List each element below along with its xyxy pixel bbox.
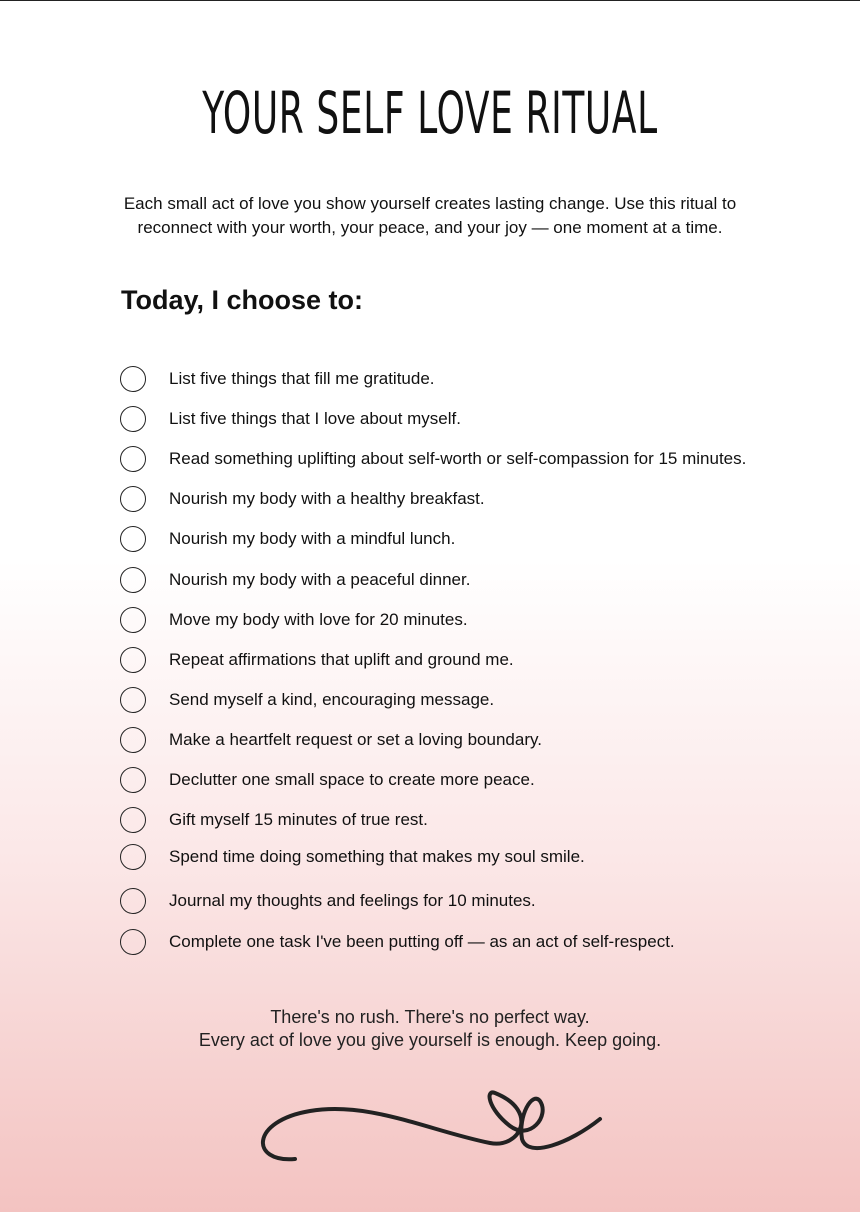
checkbox-circle[interactable] [120, 767, 146, 793]
checkbox-circle[interactable] [120, 687, 146, 713]
checklist-item-label: Spend time doing something that makes my soul smile. [169, 847, 585, 866]
checkbox-circle[interactable] [120, 446, 146, 472]
checklist-item[interactable] [120, 886, 536, 916]
checklist-item[interactable] [120, 842, 585, 872]
checklist-item-label: Nourish my body with a mindful lunch. [169, 529, 456, 548]
checkbox-circle[interactable] [120, 844, 146, 870]
checklist-item[interactable] [120, 484, 485, 514]
checklist-item[interactable] [120, 444, 746, 474]
intro-line-1: Each small act of love you show yourself creates lasting change. Use this ritual to [123, 194, 737, 213]
checklist-item[interactable] [120, 524, 455, 554]
checklist-item-label: List five things that fill me gratitude. [169, 369, 435, 388]
checkbox-circle[interactable] [120, 607, 146, 633]
checkbox-circle[interactable] [120, 807, 146, 833]
checklist-item-label: Make a heartfelt request or set a loving boundary. [169, 730, 542, 749]
checkbox-circle[interactable] [120, 366, 146, 392]
intro-text [90, 192, 770, 240]
checkbox-circle[interactable] [120, 647, 146, 673]
checklist-item[interactable] [120, 364, 435, 394]
checklist-item[interactable] [120, 805, 428, 835]
checkbox-circle[interactable] [120, 567, 146, 593]
checklist-item-label: Read something uplifting about self-worth or self-compassion for 15 minutes. [169, 449, 747, 468]
checklist-item[interactable] [120, 725, 542, 755]
checklist-item[interactable] [120, 685, 494, 715]
checkbox-circle[interactable] [120, 486, 146, 512]
checklist-item-label: Declutter one small space to create more peace. [169, 770, 535, 789]
checklist-item[interactable] [120, 645, 514, 675]
page-title: YOUR SELF LOVE RITUAL [202, 79, 658, 147]
checklist-item-label: Nourish my body with a healthy breakfast. [169, 489, 485, 508]
checklist-item[interactable] [120, 765, 535, 795]
heart-flourish-icon [250, 1081, 610, 1171]
checkbox-circle[interactable] [120, 888, 146, 914]
checklist-item[interactable] [120, 605, 468, 635]
checkbox-circle[interactable] [120, 929, 146, 955]
checklist-item-label: Nourish my body with a peaceful dinner. [169, 570, 471, 589]
checklist-item-label: Journal my thoughts and feelings for 10 minutes. [169, 891, 536, 910]
checklist-item-label: Complete one task I've been putting off — as an act of self-respect. [169, 932, 675, 951]
checklist-item-label: Repeat affirmations that uplift and ground me. [169, 650, 514, 669]
checklist-item[interactable] [120, 404, 461, 434]
checklist-item-label: Gift myself 15 minutes of true rest. [169, 810, 428, 829]
checklist-item-label: Move my body with love for 20 minutes. [169, 610, 468, 629]
checklist-heading: Today, I choose to: [121, 285, 364, 315]
checkbox-circle[interactable] [120, 727, 146, 753]
checklist-item-label: Send myself a kind, encouraging message. [169, 690, 495, 709]
checklist-item-label: List five things that I love about myself. [169, 409, 461, 428]
closing-line-2: Every act of love you give yourself is enough. Keep going. [198, 1030, 662, 1050]
closing-line-1: There's no rush. There's no perfect way. [270, 1007, 590, 1027]
checkbox-circle[interactable] [120, 406, 146, 432]
checklist-item[interactable] [120, 927, 675, 957]
checklist-item[interactable] [120, 565, 470, 595]
intro-line-2: reconnect with your worth, your peace, and your joy — one moment at a time. [137, 218, 723, 237]
closing-message [0, 1006, 860, 1052]
checkbox-circle[interactable] [120, 526, 146, 552]
